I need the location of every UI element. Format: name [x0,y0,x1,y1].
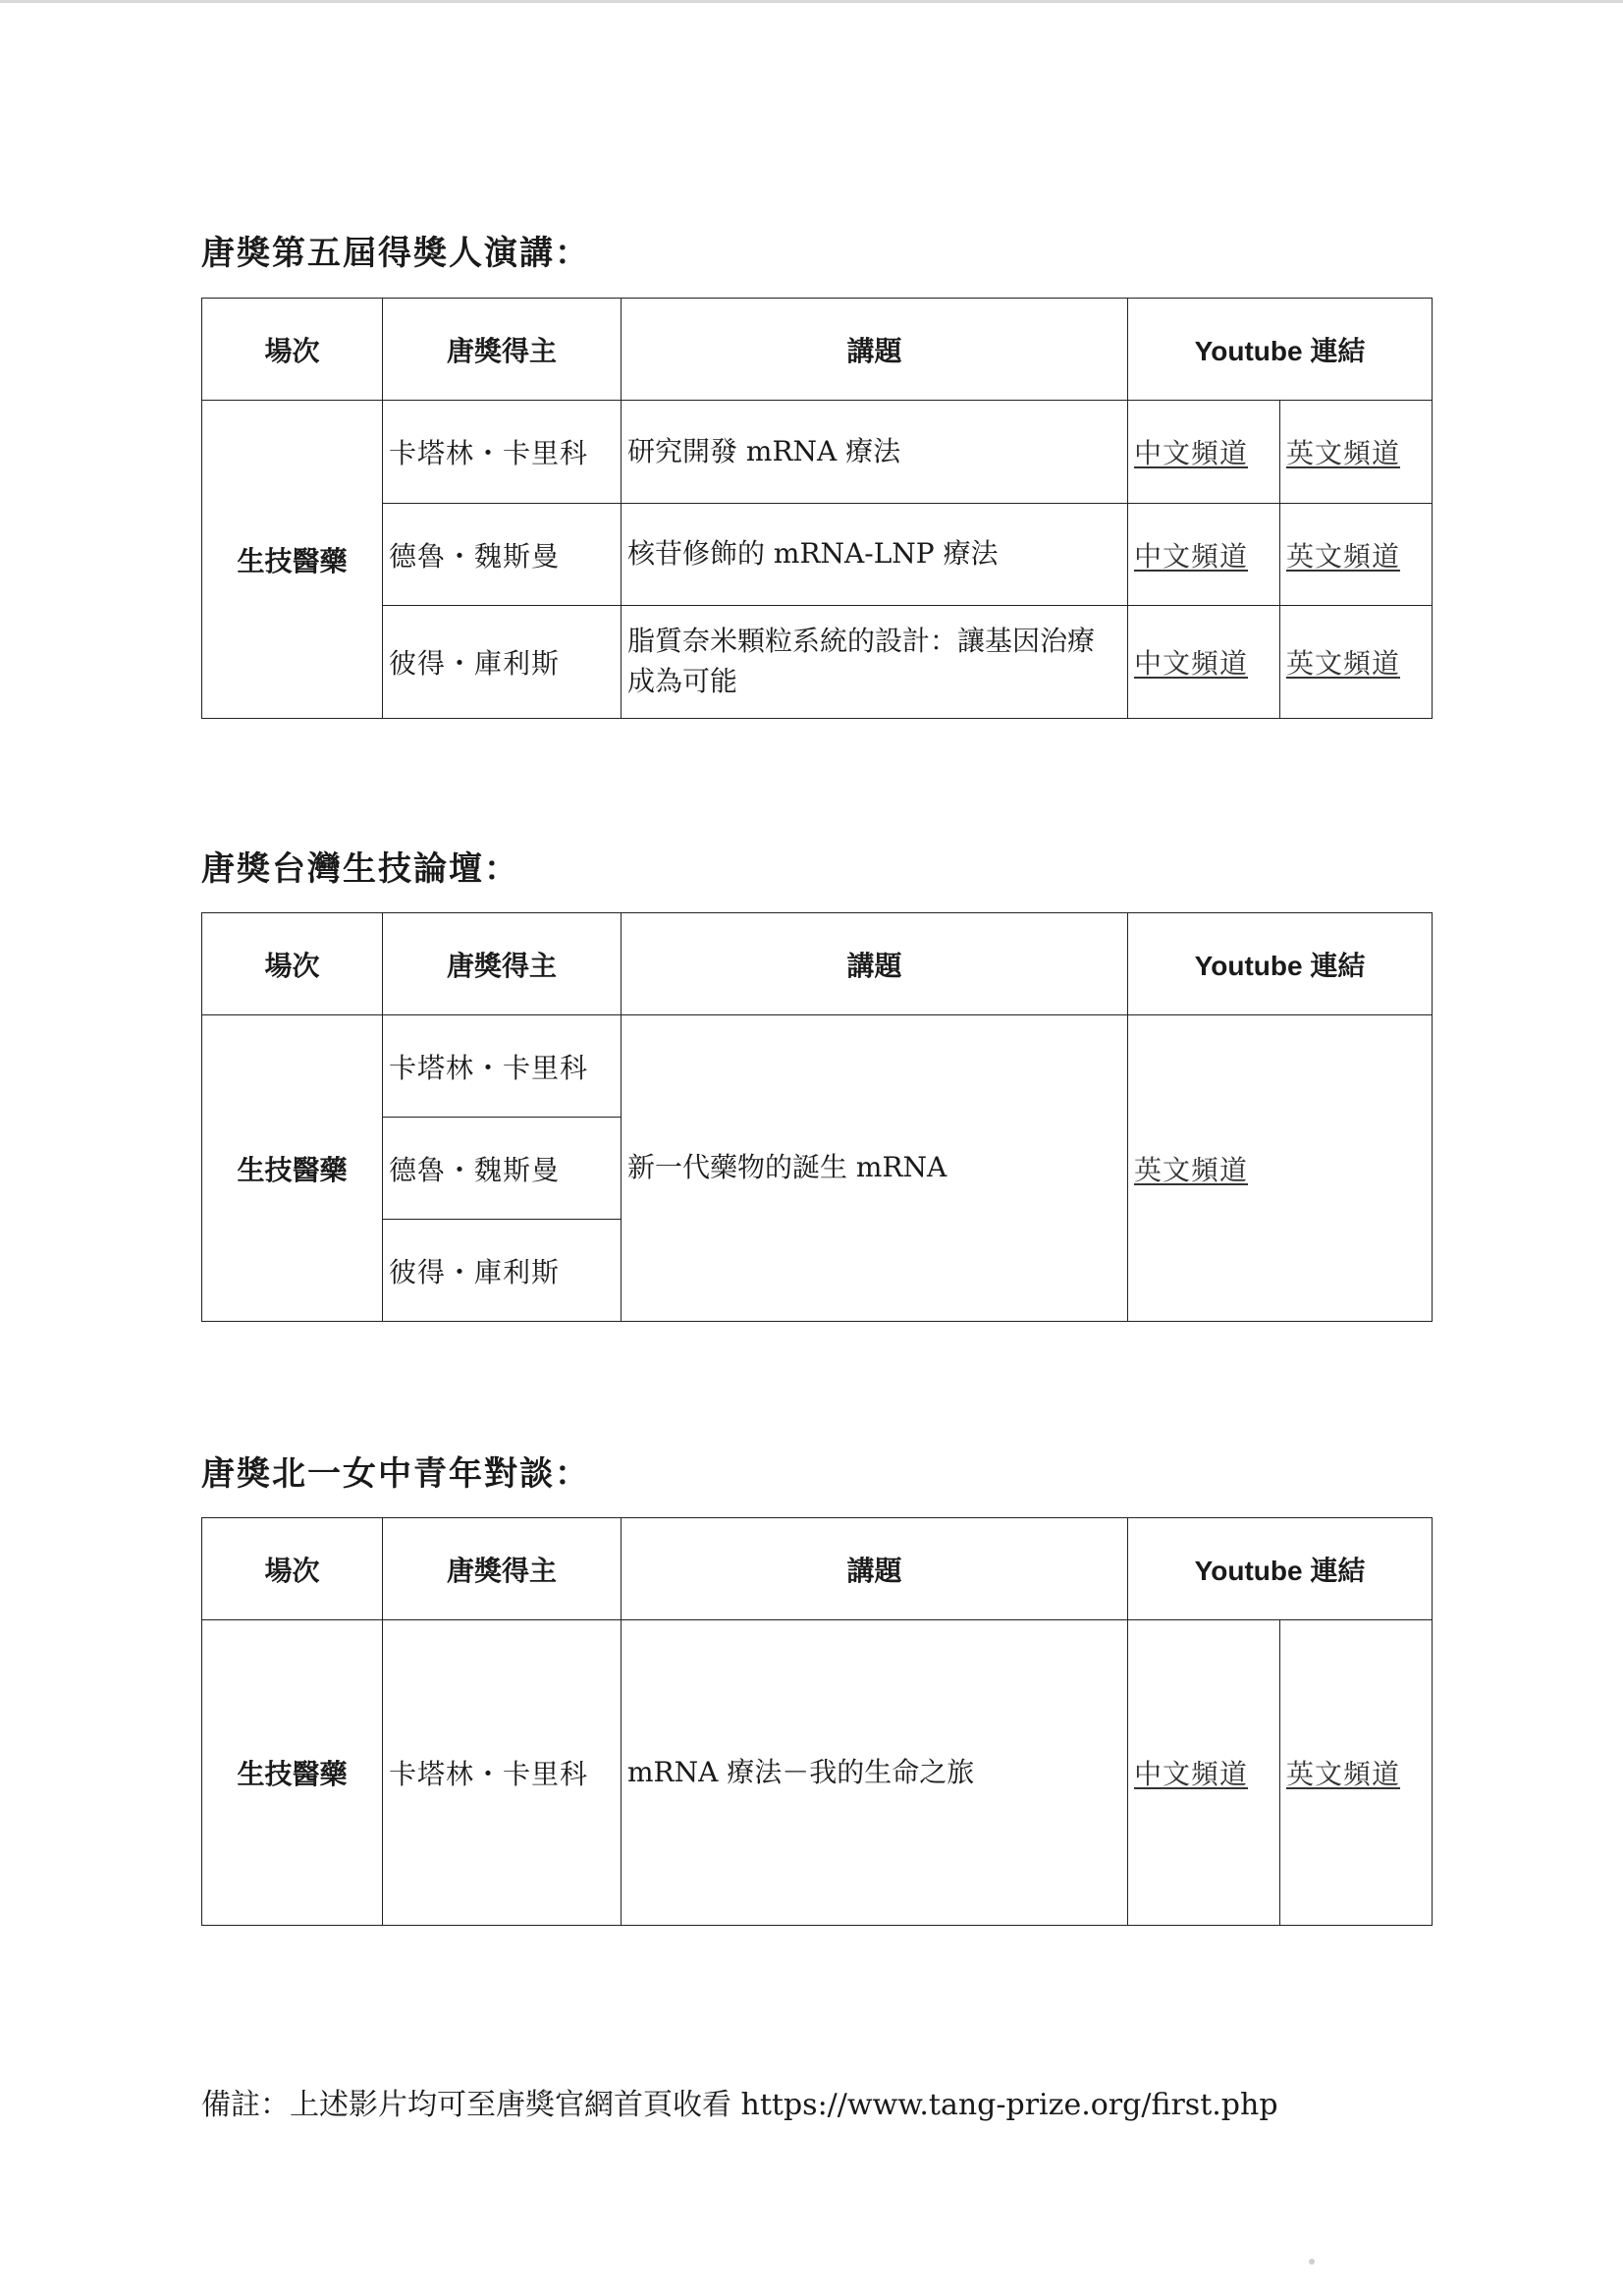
header-laureate: 唐獎得主 [383,913,622,1015]
topic-cell: 脂質奈米顆粒系統的設計：讓基因治療成為可能 [622,606,1128,719]
chinese-link-cell [1128,504,1280,606]
english-channel-link[interactable]: 英文頻道 [1286,647,1401,680]
header-session: 場次 [202,1518,383,1620]
header-laureate: 唐獎得主 [383,299,622,401]
chinese-link-cell [1128,606,1280,719]
table-row [202,401,1433,504]
laureate-lectures-table [201,298,1433,719]
table-header-row [202,913,1433,1015]
english-link-cell [1280,606,1433,719]
header-youtube: Youtube 連結 [1128,1518,1433,1620]
section-title-youth-dialogue: 唐獎北一女中青年對談： [201,1454,590,1494]
english-channel-link[interactable]: 英文頻道 [1286,539,1401,573]
chinese-channel-link[interactable]: 中文頻道 [1134,1758,1249,1790]
table-header-row [202,1518,1433,1620]
header-topic: 講題 [622,1518,1128,1620]
english-link-cell [1280,401,1433,504]
laureate-cell: 卡塔林・卡里科 [383,401,622,504]
topic-cell: 研究開發 mRNA 療法 [622,401,1128,504]
table-row [202,606,1433,719]
chinese-link-cell [1128,1620,1280,1926]
topic-cell: 新一代藥物的誕生 mRNA [622,1015,1128,1322]
topic-cell: 核苷修飾的 mRNA-LNP 療法 [622,504,1128,606]
header-youtube: Youtube 連結 [1128,913,1433,1015]
english-link-cell [1280,504,1433,606]
biotech-forum-table [201,912,1433,1322]
topic-cell: mRNA 療法－我的生命之旅 [622,1620,1128,1926]
chinese-channel-link[interactable]: 中文頻道 [1134,437,1249,469]
chinese-channel-link[interactable]: 中文頻道 [1134,647,1249,680]
laureate-cell: 卡塔林・卡里科 [383,1620,622,1926]
header-laureate: 唐獎得主 [383,1518,622,1620]
chinese-link-cell [1128,401,1280,504]
header-session: 場次 [202,913,383,1015]
laureate-cell: 彼得・庫利斯 [383,606,622,719]
category-cell: 生技醫藥 [202,401,383,719]
header-youtube: Youtube 連結 [1128,299,1433,401]
chinese-channel-link[interactable]: 中文頻道 [1134,539,1249,573]
laureate-cell: 彼得・庫利斯 [383,1220,622,1322]
header-topic: 講題 [622,913,1128,1015]
header-session: 場次 [202,299,383,401]
section-title-biotech-forum: 唐獎台灣生技論壇： [201,849,519,889]
category-cell: 生技醫藥 [202,1015,383,1322]
category-cell: 生技醫藥 [202,1620,383,1926]
laureate-cell: 卡塔林・卡里科 [383,1015,622,1118]
footnote: 備註：上述影片均可至唐獎官網首頁收看 https://www.tang-prize.org/first.php [201,2088,1278,2122]
laureate-cell: 德魯・魏斯曼 [383,1118,622,1220]
english-link-cell [1280,1620,1433,1926]
english-channel-link[interactable]: 英文頻道 [1286,1758,1401,1790]
table-row [202,1620,1433,1926]
english-channel-link[interactable]: 英文頻道 [1134,1153,1249,1186]
english-channel-link[interactable]: 英文頻道 [1286,437,1401,469]
header-topic: 講題 [622,299,1128,401]
youth-dialogue-table [201,1517,1433,1926]
table-header-row [202,299,1433,401]
english-link-cell [1128,1015,1433,1322]
laureate-cell: 德魯・魏斯曼 [383,504,622,606]
table-row [202,504,1433,606]
section-title-laureate-lectures: 唐獎第五屆得獎人演講： [201,234,590,273]
table-row [202,1015,1433,1118]
scan-speck [1309,2259,1315,2265]
scan-top-edge [0,0,1623,3]
